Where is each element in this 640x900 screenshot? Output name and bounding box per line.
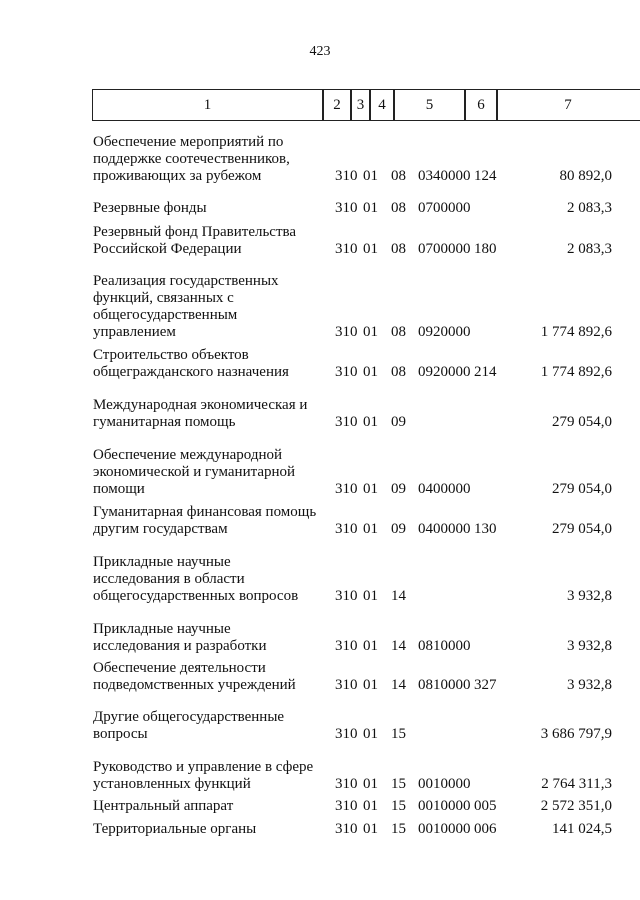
budget-row (0, 797, 640, 815)
budget-row (0, 444, 640, 498)
column-header-4: 4 (378, 97, 386, 113)
ministry-code: 310 (335, 798, 358, 814)
column-header-row (92, 89, 640, 121)
ministry-code: 310 (335, 588, 358, 604)
target-article-code: 0920000 (418, 324, 471, 340)
amount: 1 774 892,6 (540, 324, 612, 340)
subsection-code: 08 (391, 241, 406, 257)
column-header-5: 5 (425, 97, 434, 113)
ministry-code: 310 (335, 638, 358, 654)
row-name: Строительство объектов общегражданского назначения (93, 347, 289, 380)
subsection-code: 15 (391, 798, 406, 814)
budget-row (0, 551, 640, 605)
row-name: Прикладные научные исследования в области общегосударственных вопросов (93, 554, 299, 604)
subsection-code: 08 (391, 324, 406, 340)
column-header-2: 2 (333, 97, 341, 113)
row-name: Международная экономическая и гуманитарная помощь (93, 397, 308, 430)
amount: 3 932,8 (567, 677, 612, 693)
row-name: Другие общегосударственные вопросы (93, 709, 285, 742)
section-code: 01 (363, 414, 378, 430)
ministry-code: 310 (335, 481, 358, 497)
amount: 3 686 797,9 (540, 726, 612, 742)
ministry-code: 310 (335, 521, 358, 537)
ministry-code: 310 (335, 200, 358, 216)
subsection-code: 15 (391, 821, 406, 837)
subsection-code: 15 (391, 726, 406, 742)
target-article-code: 0340000 (418, 168, 471, 184)
target-article-code: 0400000 (418, 481, 471, 497)
budget-row (0, 130, 640, 185)
amount: 3 932,8 (567, 638, 612, 654)
section-code: 01 (363, 364, 378, 380)
section-code: 01 (363, 588, 378, 604)
budget-row (0, 757, 640, 793)
expense-type-code: 006 (474, 821, 497, 837)
section-code: 01 (363, 638, 378, 654)
section-code: 01 (363, 481, 378, 497)
target-article-code: 0810000 (418, 677, 471, 693)
ministry-code: 310 (335, 776, 358, 792)
row-name: Резервный фонд Правительства Российской Федерации (93, 224, 297, 257)
row-name: Обеспечение мероприятий по поддержке соотечественников, проживающих за рубежом (93, 134, 290, 184)
section-code: 01 (363, 821, 378, 837)
section-code: 01 (363, 168, 378, 184)
budget-row (0, 707, 640, 743)
row-name: Реализация государственных функций, связанных с общегосударственным управлением (93, 273, 279, 340)
column-header-7: 7 (564, 97, 572, 113)
budget-row (0, 221, 640, 258)
subsection-code: 14 (391, 638, 406, 654)
ministry-code: 310 (335, 324, 358, 340)
ministry-code: 310 (335, 364, 358, 380)
subsection-code: 14 (391, 588, 406, 604)
section-code: 01 (363, 521, 378, 537)
budget-row (0, 199, 640, 217)
budget-row (0, 658, 640, 694)
section-code: 01 (363, 798, 378, 814)
row-name: Прикладные научные исследования и разработки (93, 621, 267, 654)
amount: 3 932,8 (567, 588, 612, 604)
amount: 2 572 351,0 (540, 798, 612, 814)
budget-row (0, 345, 640, 381)
expense-type-code: 130 (474, 521, 497, 537)
row-name: Резервные фонды (93, 200, 207, 216)
section-code: 01 (363, 200, 378, 216)
column-header-3: 3 (356, 97, 365, 113)
budget-row (0, 394, 640, 431)
ministry-code: 310 (335, 168, 358, 184)
budget-row (0, 502, 640, 538)
target-article-code: 0920000 (418, 364, 471, 380)
ministry-code: 310 (335, 677, 358, 693)
section-code: 01 (363, 677, 378, 693)
amount: 2 083,3 (567, 241, 612, 257)
ministry-code: 310 (335, 821, 358, 837)
expense-type-code: 214 (474, 364, 497, 380)
amount: 141 024,5 (552, 821, 612, 837)
target-article-code: 0700000 (418, 241, 471, 257)
subsection-code: 09 (391, 414, 406, 430)
column-header-6: 6 (477, 97, 485, 113)
subsection-code: 09 (391, 521, 406, 537)
budget-row (0, 619, 640, 655)
row-name: Центральный аппарат (93, 798, 234, 814)
ministry-code: 310 (335, 414, 358, 430)
target-article-code: 0400000 (418, 521, 471, 537)
subsection-code: 08 (391, 168, 406, 184)
subsection-code: 08 (391, 200, 406, 216)
target-article-code: 0700000 (418, 200, 471, 216)
amount: 1 774 892,6 (540, 364, 612, 380)
row-name: Гуманитарная финансовая помощь другим государствам (93, 504, 317, 537)
subsection-code: 14 (391, 677, 406, 693)
row-name: Обеспечение международной экономической и гуманитарной помощи (93, 447, 296, 497)
target-article-code: 0810000 (418, 638, 471, 654)
amount: 279 054,0 (552, 481, 612, 497)
expense-type-code: 327 (474, 677, 497, 693)
subsection-code: 09 (391, 481, 406, 497)
subsection-code: 15 (391, 776, 406, 792)
section-code: 01 (363, 776, 378, 792)
section-code: 01 (363, 324, 378, 340)
target-article-code: 0010000 (418, 821, 471, 837)
target-article-code: 0010000 (418, 798, 471, 814)
row-name: Территориальные органы (93, 821, 257, 837)
row-name: Руководство и управление в сфере установленных функций (93, 759, 314, 792)
ministry-code: 310 (335, 726, 358, 742)
page-number: 423 (309, 44, 331, 59)
budget-row (0, 820, 640, 838)
expense-type-code: 180 (474, 241, 497, 257)
amount: 80 892,0 (559, 168, 612, 184)
amount: 2 764 311,3 (541, 776, 612, 792)
expense-type-code: 124 (474, 168, 497, 184)
subsection-code: 08 (391, 364, 406, 380)
row-name: Обеспечение деятельности подведомственных учреждений (93, 660, 296, 693)
expense-type-code: 005 (474, 798, 497, 814)
amount: 279 054,0 (552, 414, 612, 430)
budget-row (0, 271, 640, 341)
amount: 279 054,0 (552, 521, 612, 537)
ministry-code: 310 (335, 241, 358, 257)
section-code: 01 (363, 726, 378, 742)
target-article-code: 0010000 (418, 776, 471, 792)
amount: 2 083,3 (567, 200, 612, 216)
column-header-1: 1 (203, 97, 212, 113)
section-code: 01 (363, 241, 378, 257)
